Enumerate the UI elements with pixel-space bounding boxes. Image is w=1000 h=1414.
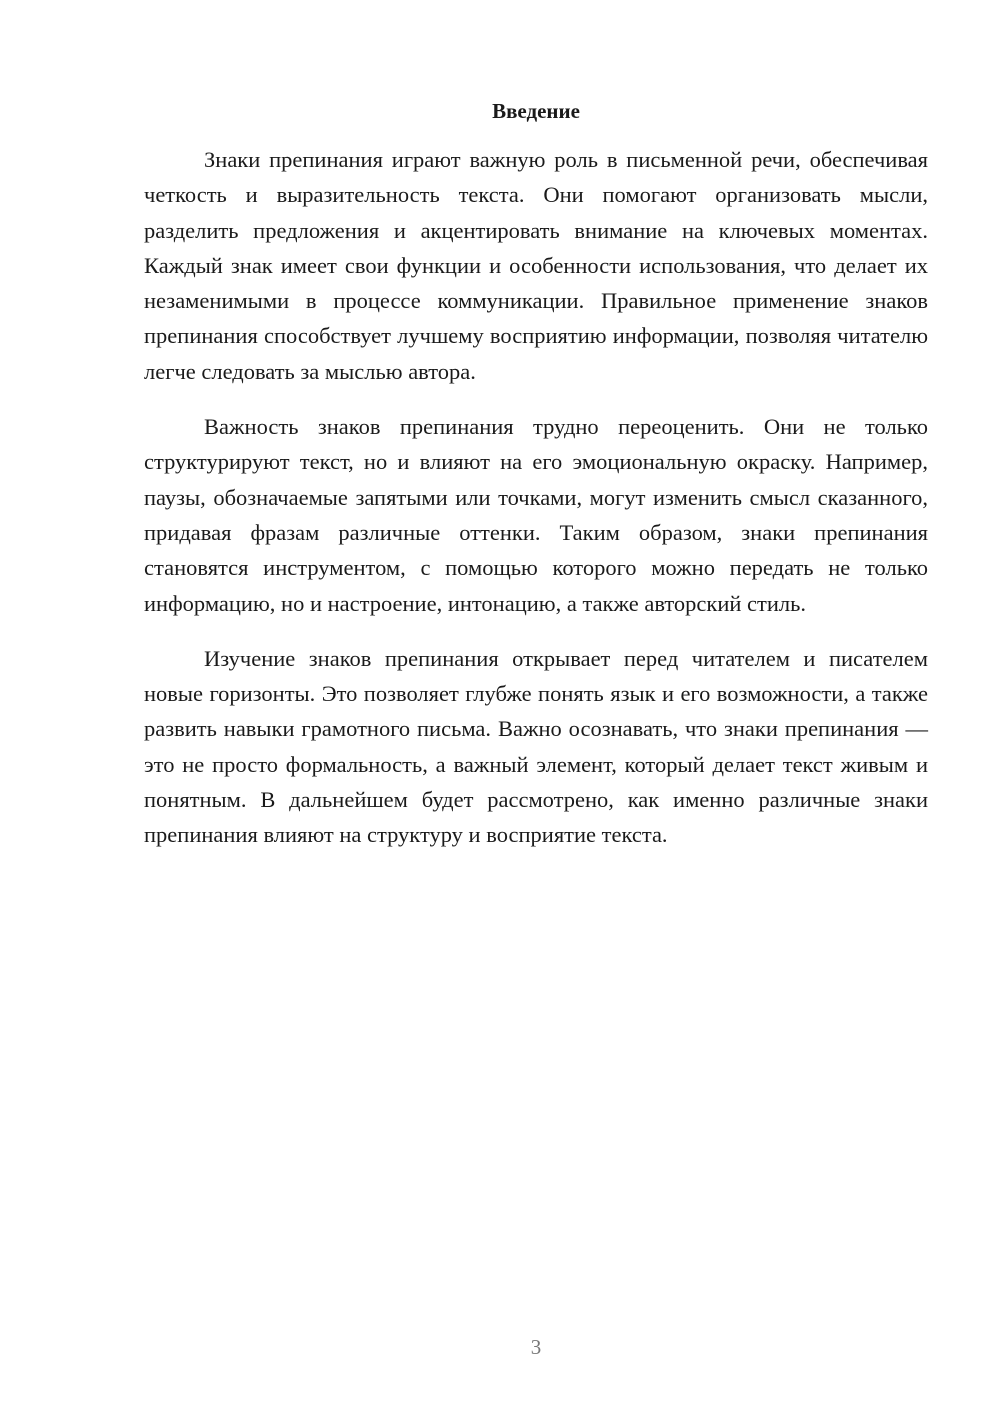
page-number: 3 <box>530 1335 542 1359</box>
paragraph-2: Важность знаков препинания трудно переоценить. Они не только структурируют текст, но и влияют на его эмоциональную окраску. Например, паузы, обозначаемые запятыми или точками, могут изменить смысл сказанного, придавая фразам различные оттенки. Таким образом, знаки препинания становятся инструментом, с помощью которого можно передать не только информацию, но и настроение, интонацию, а также авторский стиль. <box>144 414 928 616</box>
paragraph-1: Знаки препинания играют важную роль в письменной речи, обеспечивая четкость и выразительность текста. Они помогают организовать мысли, разделить предложения и акцентировать внимание на ключевых моментах. Каждый знак имеет свои функции и особенности использования, что делает их незаменимыми в процессе коммуникации. Правильное применение знаков препинания способствует лучшему восприятию информации, позволяя читателю легче следовать за мыслью автора. <box>144 147 928 384</box>
section-heading: Введение <box>492 99 580 123</box>
body-text <box>144 142 928 873</box>
paragraph-3: Изучение знаков препинания открывает перед читателем и писателем новые горизонты. Это позволяет глубже понять язык и его возможности, а также развить навыки грамотного письма. Важно осознавать, что знаки препинания — это не просто формальность, а важный элемент, который делает текст живым и понятным. В дальнейшем будет рассмотрено, как именно различные знаки препинания влияют на структуру и восприятие текста. <box>144 645 928 848</box>
